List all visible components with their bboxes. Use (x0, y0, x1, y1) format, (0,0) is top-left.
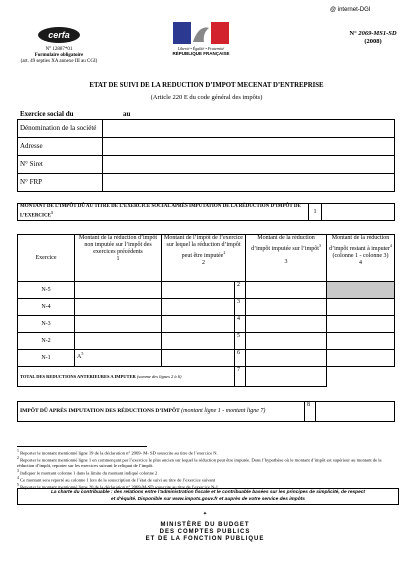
row-exercice-label: N-5 (18, 282, 75, 299)
col2-title: Montant de l’impôt de l’exercice sur lequel la réduction d’impôt peut être imputée (164, 235, 243, 259)
republic-block (160, 46, 242, 57)
col4-header (327, 235, 395, 282)
identity-frp-field[interactable] (103, 174, 395, 192)
total-empty-cell (327, 367, 395, 387)
col1-title: Montant de la réduction d’impôt non imputée sur l’impôt des exercices précédents (79, 235, 157, 255)
ministry-line1: MINISTÈRE DU BUDGET (160, 522, 250, 528)
form-year: (2008) (364, 38, 382, 45)
impot-du-table (17, 401, 395, 422)
table-row (18, 282, 395, 299)
row-col2-field[interactable] (162, 350, 235, 367)
col1-number: 1 (116, 256, 120, 262)
reduction-table (17, 234, 395, 387)
row-a-sup: 5 (81, 351, 84, 356)
form-number-value: 2069-MS1-SD (358, 30, 397, 37)
identity-table (17, 119, 395, 192)
table-row (18, 299, 395, 316)
identity-address-label: Adresse (18, 138, 103, 156)
identity-siret-field[interactable] (103, 156, 395, 174)
internet-dgi-label: @ internet-DGI (330, 7, 371, 13)
row-line-number: 6 (235, 350, 246, 367)
row-col1-field[interactable] (75, 299, 162, 316)
col4-sup: 4 (389, 243, 392, 248)
total-label-cell (18, 367, 235, 387)
motto-text: Liberté • Égalité • Fraternité (177, 46, 225, 51)
row-col3-field[interactable] (246, 282, 327, 299)
page-subtitle: (Article 220 E du code général des impôts) (150, 94, 263, 101)
impot-du-label-cell (18, 402, 305, 422)
row-col2-field[interactable] (162, 316, 235, 333)
row-col3-field[interactable] (246, 316, 327, 333)
identity-frp-label: N° FRP (18, 174, 103, 192)
col1-header (75, 235, 162, 282)
impot-du-value-field[interactable] (316, 402, 395, 422)
row-exercice-label: N-1 (18, 350, 75, 367)
footnote-item: $^4$ Ce montant sera reporté au colonne 1 lors de la souscription de l’état de suivi au titre de l’exercice suivant (17, 475, 216, 483)
row-col4-field-disabled (327, 282, 395, 299)
ministry-line3: ET DE LA FONCTION PUBLIQUE (145, 536, 265, 542)
ministry-line2: DES COMPTES PUBLICS (159, 529, 251, 535)
ministry-block (130, 522, 280, 543)
montant-label-cell (18, 204, 309, 221)
cerfa-number: N° 12887*01 (45, 47, 73, 52)
col4-formula: (colonne 1 - colonne 3) (332, 253, 389, 259)
form-number-block (338, 30, 408, 46)
impot-du-line-number: 8 (305, 402, 316, 422)
exercise-au-label: au (123, 110, 131, 118)
col3-title: Montant de la réduction d’impôt imputée sur l’impôt (251, 235, 319, 252)
col4-title: Montant de la réduction d’impôt restant à imputer (329, 235, 390, 252)
col2-header (162, 235, 246, 282)
row-col4-field[interactable] (327, 333, 395, 350)
impot-du-formula: (montant ligne 1 - montant ligne 7) (181, 408, 266, 414)
row-col4-field[interactable] (327, 299, 395, 316)
republic-text: RÉPUBLIQUE FRANÇAISE (172, 51, 230, 56)
charter-line1: La charte du contribuable : des relations entre l’administration fiscale et le contribuable basées sur les principes de simplicité, de respect (50, 490, 366, 495)
row-a-marker: A (77, 354, 82, 360)
charter-box (17, 488, 399, 505)
total-line-number: 7 (235, 367, 246, 387)
footnotes (17, 449, 397, 490)
cerfa-logo: cerfa (38, 27, 80, 43)
col3-number: 3 (284, 259, 288, 265)
table-row (18, 316, 395, 333)
cerfa-block (18, 47, 100, 65)
col3-sup: 3 (318, 243, 321, 248)
col2-number: 2 (202, 260, 205, 266)
row-col4-field[interactable] (327, 350, 395, 367)
row-col1-field[interactable] (75, 333, 162, 350)
ministry-seal-icon: ✦ (202, 512, 208, 517)
row-col3-field[interactable] (246, 333, 327, 350)
total-note: (somme des lignes 2 à 6) (136, 373, 182, 379)
exercise-label: Exercice social du (20, 110, 74, 118)
form-required-label: Formulaire obligatoire (34, 53, 84, 58)
charter-line2: et d’équité. Disponible sur www.impots.gouv.fr et auprès de votre service des impôts (111, 496, 305, 502)
row-col1-field[interactable] (75, 350, 162, 367)
row-col1-field[interactable] (75, 282, 162, 299)
row-col2-field[interactable] (162, 282, 235, 299)
footnote-item: $^1$ Reporter le montant mentionné ligne 19 de la déclaration n° 2069- M- SD souscrite au titre de l’exercice N. (17, 449, 218, 456)
identity-denomination-label: Dénomination de la société (18, 120, 103, 138)
row-exercice-label: N-3 (18, 316, 75, 333)
row-col3-field[interactable] (246, 350, 327, 367)
row-line-number: 3 (235, 299, 246, 316)
identity-denomination-field[interactable] (103, 120, 395, 138)
montant-label: MONTANT DE L’IMPÔT DÛ AU TITRE DE L’EXERCICE SOCIAL APRÈS IMPUTATION DE LA RÉDUCTION D’IMPÔT DE L’EXERCICE (20, 204, 301, 219)
row-line-number: 2 (235, 282, 246, 299)
table-row (18, 350, 395, 367)
montant-value-field[interactable] (322, 204, 395, 221)
row-line-number: 4 (235, 316, 246, 333)
footnote-divider (17, 446, 147, 447)
montant-sup: 1 (50, 210, 53, 216)
col4-number: 4 (359, 260, 362, 266)
table-row (18, 333, 395, 350)
footnote-item: $^2$ Reporter le montant mentionné ligne 1 en commençant par l’exercice le plus ancien sur lequel la réduction peut être imputée. Dans l’hypothèse où le montant d’impôt est supérieur au montant de la réduction d’impôt, reporter sur les exercices suivant le reliquat de l’impôt. (17, 456, 382, 469)
marianne-logo-icon (173, 22, 229, 44)
montant-table (17, 203, 395, 221)
footnote-item: $^3$ Indiquer le montant colonne 1 dans la limite du montant indiqué colonne 2 (17, 468, 158, 476)
total-col3-field[interactable] (246, 367, 327, 387)
row-exercice-label: N-2 (18, 333, 75, 350)
form-number: N° 2069-MS1-SD (349, 30, 397, 37)
footnote-item: $^5$ Reporter le montant mentionné ligne 20 de la déclaration n° 2069-M-SD souscrite au titre de l’exercice N-1. (17, 483, 220, 490)
page-title: ETAT DE SUIVI DE LA REDUCTION D’IMPOT MECENAT D’ENTREPRISE (89, 82, 324, 89)
impot-du-label: IMPÔT DÛ APRÈS IMPUTATION DES RÉDUCTIONS D’IMPÔT (20, 408, 180, 414)
col2-sup: 2 (223, 250, 226, 255)
row-line-number: 5 (235, 333, 246, 350)
row-col2-field[interactable] (162, 333, 235, 350)
col-exercice-header: Exercice (18, 235, 75, 282)
row-col3-field[interactable] (246, 299, 327, 316)
total-row (18, 367, 395, 387)
identity-siret-label: N° Siret (18, 156, 103, 174)
article-reference: (art. 49 septies XA annexe III au CGI) (20, 59, 98, 64)
row-col4-field[interactable] (327, 316, 395, 333)
montant-line-number: 1 (309, 204, 322, 221)
col3-header (246, 235, 327, 282)
row-col1-field[interactable] (75, 316, 162, 333)
identity-address-field[interactable] (103, 138, 395, 156)
row-exercice-label: N-4 (18, 299, 75, 316)
total-label: TOTAL DES REDUCTIONS ANTERIEURES A IMPUTER (20, 373, 136, 379)
row-col2-field[interactable] (162, 299, 235, 316)
